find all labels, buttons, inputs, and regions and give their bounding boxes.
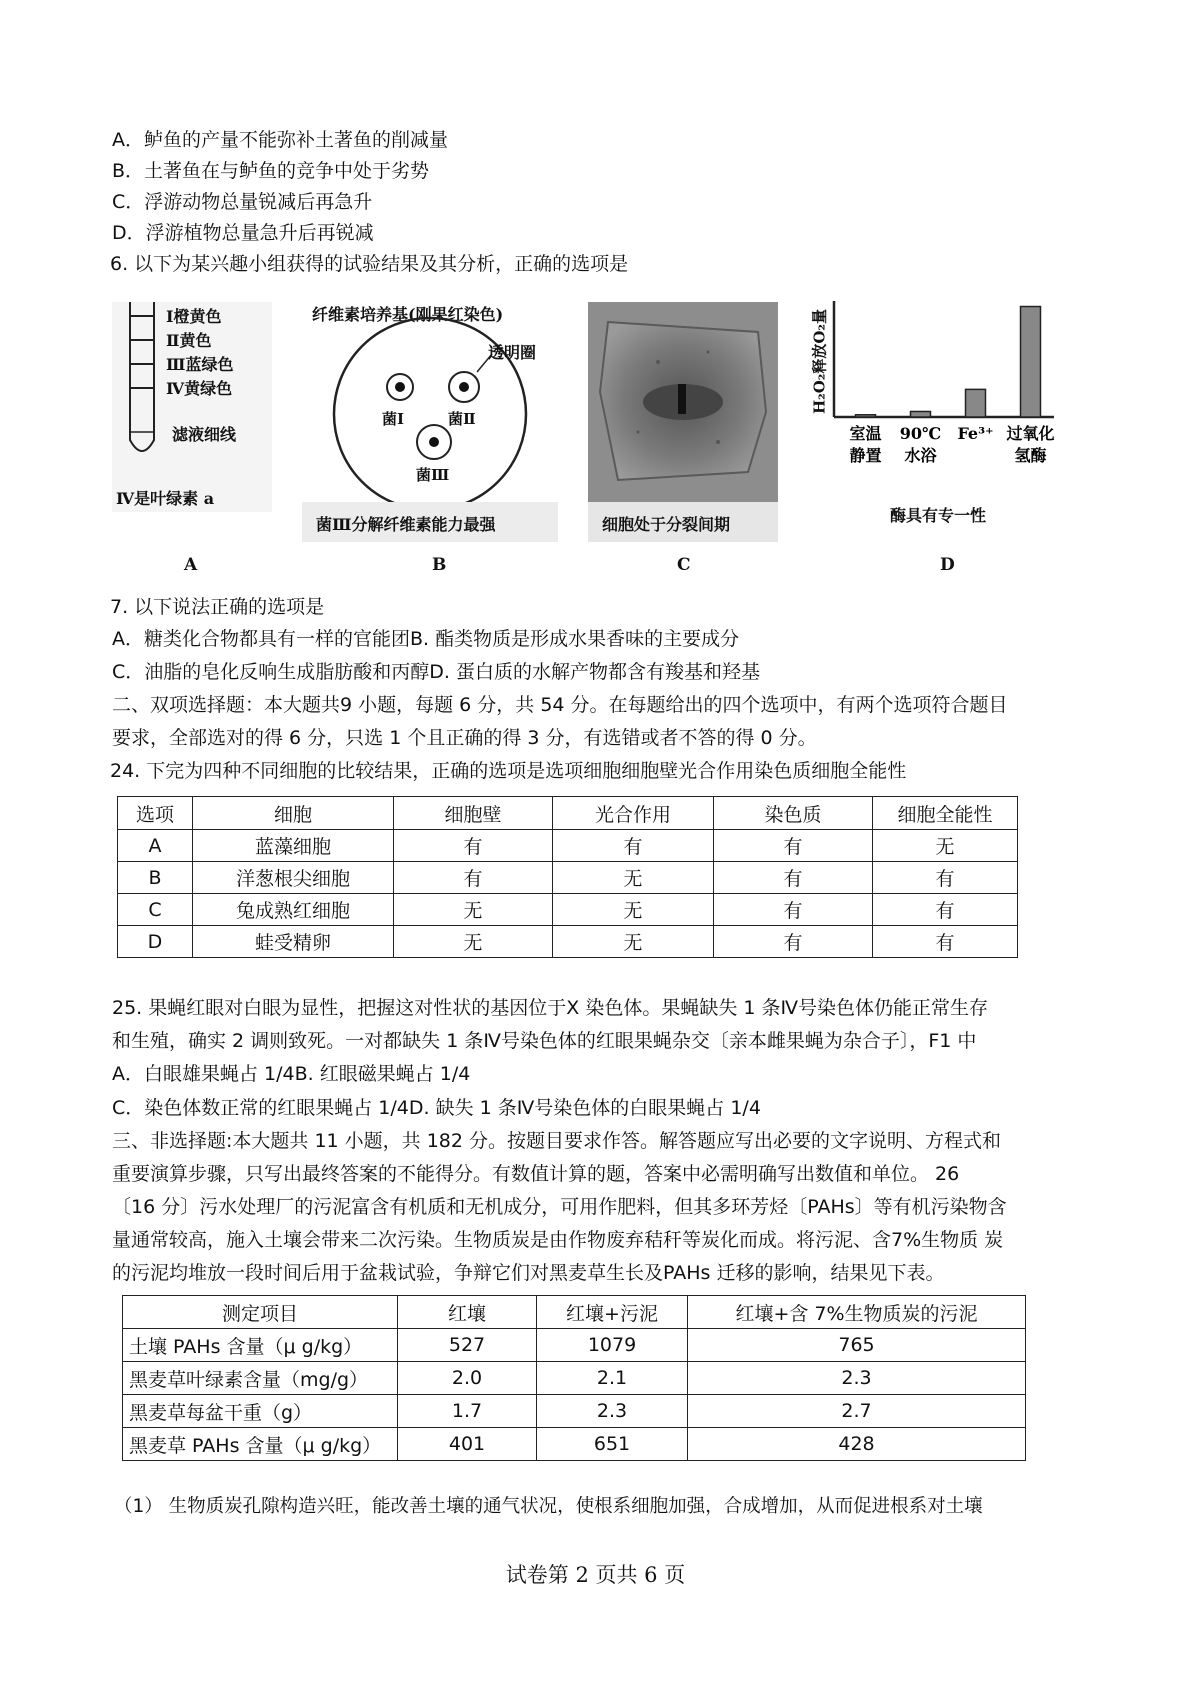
bacteria-2-label: 菌Ⅱ: [448, 410, 476, 428]
q24-table: [117, 796, 1018, 958]
table-cell: 有: [553, 830, 714, 862]
table-cell: 1079: [537, 1329, 688, 1362]
band-label-4: Ⅳ黄绿色: [166, 379, 233, 398]
bacteria-1-label: 菌Ⅰ: [382, 410, 405, 428]
q24-header-cell: 细胞全能性: [873, 797, 1018, 830]
table-cell: 无: [394, 926, 553, 958]
table-cell: 无: [553, 862, 714, 894]
figure-b-caption: 菌Ⅲ分解纤维素能力最强: [316, 515, 496, 534]
q26-header-cell: 红壤: [398, 1296, 537, 1329]
figure-d-letter: D: [940, 555, 955, 575]
table-row: [118, 894, 1018, 926]
bacteria-3-label: 菌Ⅲ: [416, 466, 450, 484]
q26-header-cell: 测定项目: [123, 1296, 398, 1329]
q26-header-row: [123, 1296, 1026, 1329]
table-cell: 有: [873, 926, 1018, 958]
figure-a-letter: A: [184, 555, 198, 575]
q6-stem: 6. 以下为某兴趣小组获得的试验结果及其分析，正确的选项是: [110, 253, 629, 275]
q24-header-cell: 细胞壁: [394, 797, 553, 830]
q5-option-c: C．浮游动物总量锐减后再急升: [112, 191, 373, 213]
table-cell: 428: [688, 1428, 1026, 1461]
table-cell: 2.3: [537, 1395, 688, 1428]
table-cell: 765: [688, 1329, 1026, 1362]
cell-micrograph: [588, 302, 778, 502]
q24-header-cell: 细胞: [193, 797, 394, 830]
table-cell: 2.3: [688, 1362, 1026, 1395]
band-label-2: Ⅱ黄色: [166, 331, 212, 350]
table-cell: D: [118, 926, 193, 958]
chart-bar: [1021, 307, 1041, 417]
figure-b-letter: B: [432, 555, 447, 575]
q25-line-1: 25. 果蝇红眼对白眼为显性，把握这对性状的基因位于X 染色体。果蝇缺失 1 条Ⅳ号染色体仍能正常生存: [112, 997, 989, 1019]
q26-part-1: （1） 生物质炭孔隙构造兴旺，能改善土壤的通气状况，使根系细胞加强，合成增加，从而促进根系对土壤: [114, 1496, 983, 1517]
table-cell: 有: [873, 894, 1018, 926]
section3-line-5: 的污泥均堆放一段时间后用于盆栽试验，争辩它们对黑麦草生长及PAHs 迁移的影响，结果见下表。: [112, 1262, 945, 1284]
band-label-1: Ⅰ橙黄色: [166, 307, 222, 326]
q5-option-a: A．鲈鱼的产量不能弥补土著鱼的削减量: [112, 129, 448, 151]
table-cell: 土壤 PAHs 含量（μ g/kg）: [123, 1329, 398, 1362]
petri-title: 纤维素培养基(刚果红染色): [312, 305, 504, 324]
figure-a-chromatography: [112, 302, 272, 512]
figure-c-letter: C: [677, 555, 691, 575]
clear-zone-label: 透明圈: [488, 343, 537, 362]
q25-line-3: A．白眼雄果蝇占 1/4B. 红眼磁果蝇占 1/4: [112, 1063, 471, 1085]
figure-a-caption: Ⅳ是叶绿素 a: [116, 489, 215, 508]
chart-bar: [966, 389, 986, 417]
q24-stem: 24. 下完为四种不同细胞的比较结果，正确的选项是选项细胞细胞壁光合作用染色质细胞全能性: [110, 760, 907, 782]
table-cell: 有: [714, 894, 873, 926]
table-cell: 洋葱根尖细胞: [193, 862, 394, 894]
chart-tick-label: 静置: [849, 446, 882, 465]
table-cell: 2.0: [398, 1362, 537, 1395]
table-cell: 527: [398, 1329, 537, 1362]
section3-line-4: 量通常较高，施入土壤会带来二次污染。生物质炭是由作物废弃秸秆等炭化而成。将污泥、含7%生物质 炭: [112, 1229, 1004, 1251]
table-cell: C: [118, 894, 193, 926]
table-row: [118, 926, 1018, 958]
table-cell: 2.7: [688, 1395, 1026, 1428]
band-label-3: Ⅲ蓝绿色: [166, 355, 234, 374]
petri-dish-drawing: [302, 302, 558, 542]
table-cell: 1.7: [398, 1395, 537, 1428]
table-cell: 兔成熟红细胞: [193, 894, 394, 926]
q5-option-b: B．土著鱼在与鲈鱼的竞争中处于劣势: [112, 160, 430, 182]
table-cell: B: [118, 862, 193, 894]
q25-line-2: 和生殖，确实 2 调则致死。一对都缺失 1 条Ⅳ号染色体的红眼果蝇杂交〔亲本雌果蝇为杂合子〕，F1 中: [112, 1030, 977, 1052]
table-row: [118, 830, 1018, 862]
q26-header-cell: 红壤+污泥: [537, 1296, 688, 1329]
figure-c-micrograph: [588, 302, 778, 542]
figure-d-enzyme-chart: [800, 295, 1070, 535]
table-cell: 有: [714, 926, 873, 958]
section3-line-1: 三、非选择题:本大题共 11 小题，共 182 分。按题目要求作答。解答题应写出必要的文字说明、方程式和: [112, 1130, 1002, 1152]
table-cell: 黑麦草每盆干重（g）: [123, 1395, 398, 1428]
table-cell: 有: [714, 830, 873, 862]
figure-b-petri-dish: [302, 302, 558, 542]
table-cell: 401: [398, 1428, 537, 1461]
table-cell: 黑麦草叶绿素含量（mg/g）: [123, 1362, 398, 1395]
table-row: [123, 1329, 1026, 1362]
q24-header-cell: 光合作用: [553, 797, 714, 830]
table-cell: 651: [537, 1428, 688, 1461]
chart-tick-label: 氢酶: [1014, 446, 1047, 465]
section3-line-3: 〔16 分〕污水处理厂的污泥富含有机质和无机成分，可用作肥料，但其多环芳烃〔PAHs〕等有机污染物含: [112, 1196, 1007, 1218]
chart-y-label: H₂O₂释放O₂量: [810, 309, 829, 415]
table-cell: 蛙受精卵: [193, 926, 394, 958]
q24-header-cell: 染色质: [714, 797, 873, 830]
q25-line-4: C．染色体数正常的红眼果蝇占 1/4D. 缺失 1 条Ⅳ号染色体的白眼果蝇占 1/4: [112, 1097, 761, 1119]
section3-line-2: 重要演算步骤，只写出最终答案的不能得分。有数值计算的题，答案中必需明确写出数值和单位。 26: [112, 1163, 960, 1185]
section2-line-1: 二、双项选择题：本大题共9 小题，每题 6 分，共 54 分。在每题给出的四个选项中，有两个选项符合题目: [112, 694, 1008, 716]
table-cell: 无: [394, 894, 553, 926]
table-cell: 无: [873, 830, 1018, 862]
chart-tick-label: 室温: [849, 424, 882, 443]
q7-stem: 7. 以下说法正确的选项是: [110, 596, 325, 618]
chart-tick-label: 90℃: [899, 424, 942, 443]
q26-table: [122, 1295, 1026, 1461]
table-cell: 无: [553, 926, 714, 958]
table-row: [123, 1395, 1026, 1428]
chart-bar: [911, 411, 931, 417]
chart-bar: [856, 415, 876, 417]
enzyme-bar-chart: [800, 295, 1070, 535]
page-footer: 试卷第 2 页共 6 页: [505, 1563, 686, 1587]
q5-option-d: D．浮游植物总量急升后再锐减: [112, 222, 374, 244]
chart-tick-label: Fe³⁺: [957, 424, 994, 443]
table-cell: 有: [873, 862, 1018, 894]
table-cell: 黑麦草 PAHs 含量（μ g/kg）: [123, 1428, 398, 1461]
q7-line-2: C．油脂的皂化反响生成脂肪酸和丙醇D. 蛋白质的水解产物都含有羧基和羟基: [112, 661, 760, 683]
table-row: [123, 1428, 1026, 1461]
table-row: [118, 862, 1018, 894]
section2-line-2: 要求，全部选对的得 6 分，只选 1 个且正确的得 3 分，有选错或者不答的得 0 分。: [112, 727, 817, 749]
q24-header-row: [118, 797, 1018, 830]
table-cell: 有: [394, 830, 553, 862]
filter-line-label: 滤液细线: [172, 425, 237, 444]
figure-d-caption: 酶具有专一性: [890, 506, 987, 525]
table-row: [123, 1362, 1026, 1395]
chart-tick-label: 水浴: [904, 446, 937, 465]
q26-header-cell: 红壤+含 7%生物质炭的污泥: [688, 1296, 1026, 1329]
table-cell: A: [118, 830, 193, 862]
table-cell: 无: [553, 894, 714, 926]
table-cell: 有: [714, 862, 873, 894]
chart-tick-label: 过氧化: [1006, 424, 1055, 443]
figure-c-caption: 细胞处于分裂间期: [602, 515, 731, 534]
q7-line-1: A．糖类化合物都具有一样的官能团B. 酯类物质是形成水果香味的主要成分: [112, 628, 740, 650]
table-cell: 2.1: [537, 1362, 688, 1395]
q24-header-cell: 选项: [118, 797, 193, 830]
table-cell: 蓝藻细胞: [193, 830, 394, 862]
table-cell: 有: [394, 862, 553, 894]
